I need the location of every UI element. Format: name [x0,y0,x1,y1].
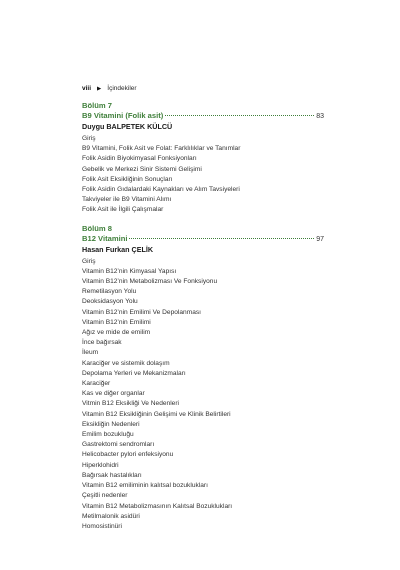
section-name: İçindekiler [107,85,137,92]
list-item[interactable]: Folik Asidin Biyokimyasal Fonksiyonları [82,155,197,163]
list-item[interactable]: Folik Asit Eksikliğinin Sonuçları [82,175,173,183]
list-item[interactable]: Vitamin B12 Eksikliğinin Gelişimi ve Klinik Belirtileri [82,410,231,418]
chapter-title-row[interactable] [82,234,324,245]
list-item[interactable]: Takviyeler ile B9 Vitamini Alımı [82,196,172,204]
list-item[interactable]: Helicobacter pylori enfeksiyonu [82,451,174,459]
list-item[interactable]: Vitmin B12 Eksikliği Ve Nedenleri [82,400,179,408]
section-list [82,134,324,216]
chapter-author: Hasan Furkan ÇELİK [82,244,154,254]
chapter-author: Duygu BALPETEK KÜLCÜ [82,122,173,131]
chapter-title-row[interactable] [82,111,324,122]
list-item[interactable]: İleum [82,349,99,357]
chapter-title[interactable]: B9 Vitamini (Folik asit) [82,111,164,120]
list-item[interactable]: Vitamin B12’nin Kimyasal Yapısı [82,267,177,275]
list-item[interactable]: Emilim bozukluğu [82,431,134,439]
list-item[interactable]: B9 Vitamini, Folik Asit ve Folat: Farklılıklar ve Tanımlar [82,145,241,153]
list-item[interactable]: Metilmalonik asidüri [82,512,140,520]
list-item[interactable]: İnce bağırsak [82,339,122,347]
chapter-8 [82,224,324,532]
chapter-page-number: 83 [316,113,324,120]
list-item[interactable]: Folik Asidin Gıdalardaki Kaynakları ve Alım Tavsiyeleri [82,186,240,194]
list-item[interactable]: Gebelik ve Merkezi Sinir Sistemi Gelişimi [82,165,202,173]
list-item[interactable]: Remetilasyon Yolu [82,288,137,296]
list-item[interactable]: Depolama Yerleri ve Mekanizmaları [82,369,186,377]
section-list [82,257,324,532]
list-item[interactable]: Çeşitli nedenler [82,492,128,500]
list-item[interactable]: Vitamin B12’nin Emilimi Ve Depolanması [82,308,201,316]
list-item[interactable]: Giriş [82,135,96,142]
table-of-contents [82,100,324,532]
list-item[interactable]: Gastrektomi sendromları [82,441,155,449]
list-item[interactable]: Vitamin B12 emiliminin kalıtsal bozuklukları [82,482,208,490]
list-item[interactable]: Ağız ve mide de emilim [82,329,151,337]
list-item[interactable]: Kas ve diğer organlar [82,390,145,398]
chapter-label: Bölüm 7 [82,101,112,110]
list-item[interactable]: Karaciğer ve sistemik dolaşım [82,359,170,367]
chapter-page-number: 97 [316,235,324,243]
list-item[interactable]: Giriş [82,257,96,265]
running-header [82,85,137,92]
dot-leader [165,115,314,116]
list-item[interactable]: Folik Asit ile İlgili Çalışmalar [82,206,164,214]
list-item[interactable]: Vitamin B12 Metabolizmasının Kalıtsal Bozuklukları [82,502,233,510]
list-item[interactable]: Vitamin B12’nin Metabolizması Ve Fonksiyonu [82,278,218,286]
dot-leader [129,238,314,239]
chapter-7 [82,101,324,216]
list-item[interactable]: Hiperklohidri [82,461,119,469]
list-item[interactable]: Vitamin B12’nin Emilimi [82,318,151,326]
list-item[interactable]: Homosistinüri [82,522,122,530]
list-item[interactable]: Bağırsak hastalıkları [82,471,142,479]
chapter-title[interactable]: B12 Vitamini [82,233,128,243]
chapter-label: Bölüm 8 [82,223,112,233]
list-item[interactable]: Karaciğer [82,380,111,388]
list-item[interactable]: Deoksidasyon Yolu [82,298,138,306]
triangle-right-icon: ▶ [97,85,102,92]
page-number: viii [82,85,92,92]
list-item[interactable]: Eksikliğin Nedenleri [82,420,140,428]
